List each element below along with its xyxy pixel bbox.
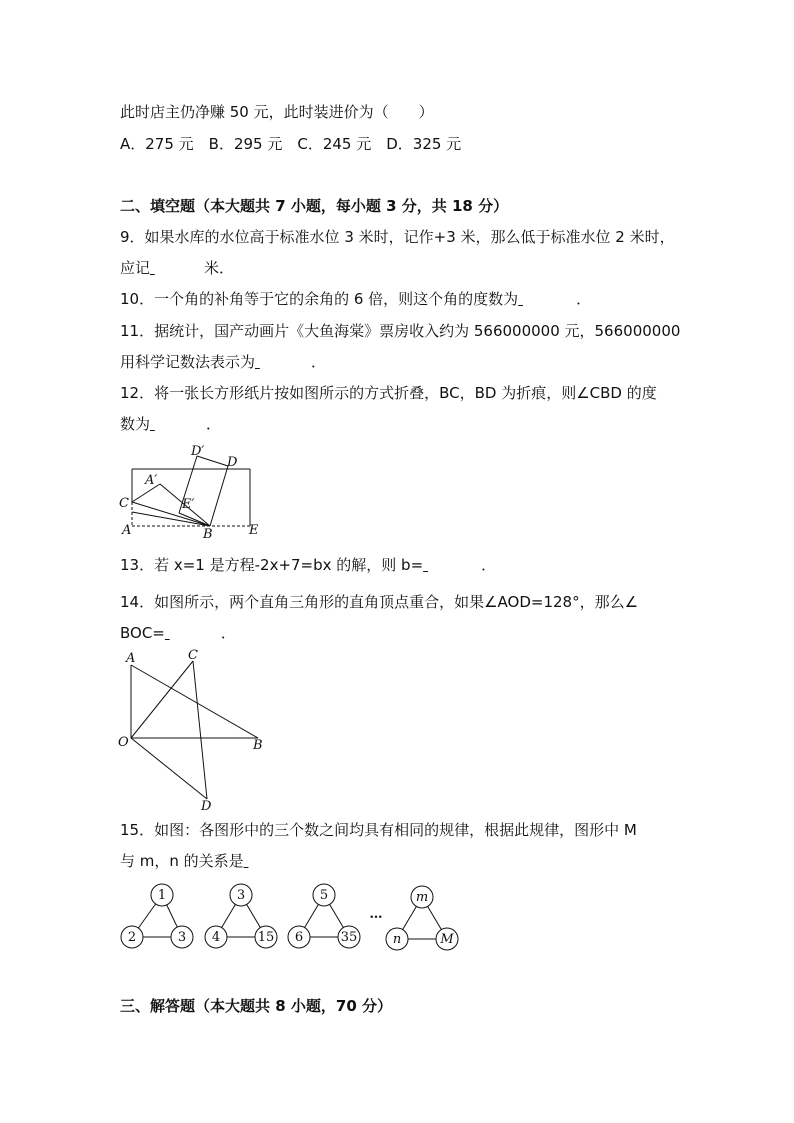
q13-text: 13．若 x=1 是方程-2x+7=bx 的解，则 b=: [120, 556, 424, 574]
q14-label-d: D: [201, 799, 212, 814]
q10-text: 10．一个角的补角等于它的余角的 6 倍，则这个角的度数为: [120, 290, 519, 308]
pattern-triangle-1: [121, 884, 193, 948]
q14-triangles-figure: [116, 648, 266, 814]
q13-line: [120, 555, 496, 575]
q9-answer-blank: [150, 258, 204, 278]
q15-line2: [120, 851, 300, 871]
q12-label-b: B: [203, 527, 213, 542]
q12-label-e-prime: E′: [182, 497, 195, 512]
q15-line2-pre: 与 m，n 的关系是: [120, 852, 244, 870]
q12-label-a-prime: A′: [145, 473, 158, 488]
q14-line2-pre: BOC=: [120, 624, 165, 642]
q9-line2-post: 米．: [204, 259, 235, 277]
q9-line1: 9．如果水库的水位高于标准水位 3 米时，记作+3 米，那么低于标准水位 2 米时，: [120, 228, 675, 246]
q14-label-b: B: [253, 738, 263, 753]
t1-top-number: 1: [157, 888, 167, 903]
q12-line2-post: ．: [206, 415, 222, 433]
q11-answer-blank: [255, 352, 311, 372]
q11-line2-post: ．: [311, 353, 327, 371]
q9-line2: [120, 258, 234, 278]
q12-line2: [120, 414, 221, 434]
q15-line1: 15．如图：各图形中的三个数之间均具有相同的规律，根据此规律，图形中 M: [120, 821, 637, 839]
section-3-heading: 三、解答题（本大题共 8 小题，70 分）: [120, 997, 392, 1015]
t4-right-variable: M: [440, 932, 454, 947]
q12-line2-pre: 数为: [120, 415, 151, 433]
t2-left-number: 4: [211, 930, 221, 945]
q12-label-c: C: [119, 496, 129, 511]
q11-line2: [120, 352, 326, 372]
q12-line1: 12．将一张长方形纸片按如图所示的方式折叠，BC，BD 为折痕，则∠CBD 的度: [120, 384, 657, 402]
q9-line2-pre: 应记: [120, 259, 151, 277]
q12-answer-blank: [150, 414, 206, 434]
q14-line2-post: ．: [220, 624, 236, 642]
q14-label-a: A: [126, 651, 136, 666]
t4-top-variable: m: [415, 890, 429, 905]
q10-post: ．: [576, 290, 592, 308]
q12-fold-figure: [116, 440, 266, 540]
t1-right-number: 3: [177, 930, 187, 945]
q12-label-a: A: [122, 523, 132, 538]
section-2-heading: 二、填空题（本大题共 7 小题，每小题 3 分，共 18 分）: [120, 197, 509, 215]
t3-left-number: 6: [294, 930, 304, 945]
q12-label-d: D: [227, 455, 238, 470]
q11-line1: 11．据统计，国产动画片《大鱼海棠》票房收入约为 566000000 元，566000000: [120, 322, 681, 340]
t4-left-variable: n: [392, 932, 402, 947]
carryover-question-line: 此时店主仍净赚 50 元，此时装进价为（ ）: [120, 103, 434, 121]
q11-line2-pre: 用科学记数法表示为: [120, 353, 256, 371]
q14-line2: [120, 623, 236, 643]
q14-label-o: O: [118, 735, 129, 750]
q10-line: [120, 289, 591, 309]
pattern-triangle-2: [205, 884, 277, 948]
q12-label-e: E: [249, 523, 259, 538]
q14-answer-blank: [165, 623, 221, 643]
q14-line1: 14．如图所示，两个直角三角形的直角顶点重合，如果∠AOD=128°，那么∠: [120, 593, 639, 611]
q15-answer-blank: [244, 851, 300, 871]
q12-label-d-prime: D′: [191, 444, 205, 459]
q13-answer-blank: [423, 555, 481, 575]
t3-right-number: 35: [340, 930, 358, 945]
t1-left-number: 2: [127, 930, 137, 945]
pattern-ellipsis: …: [369, 907, 383, 922]
t2-right-number: 15: [257, 930, 275, 945]
pattern-triangle-last: [386, 886, 458, 950]
q15-pattern-figure: [116, 878, 466, 958]
t2-top-number: 3: [236, 888, 246, 903]
q10-answer-blank: [518, 289, 576, 309]
q13-post: ．: [481, 556, 497, 574]
q14-label-c: C: [188, 648, 198, 663]
t3-top-number: 5: [319, 888, 329, 903]
carryover-options: A．275 元 B．295 元 C．245 元 D．325 元: [120, 135, 462, 153]
pattern-triangle-3: [288, 884, 360, 948]
